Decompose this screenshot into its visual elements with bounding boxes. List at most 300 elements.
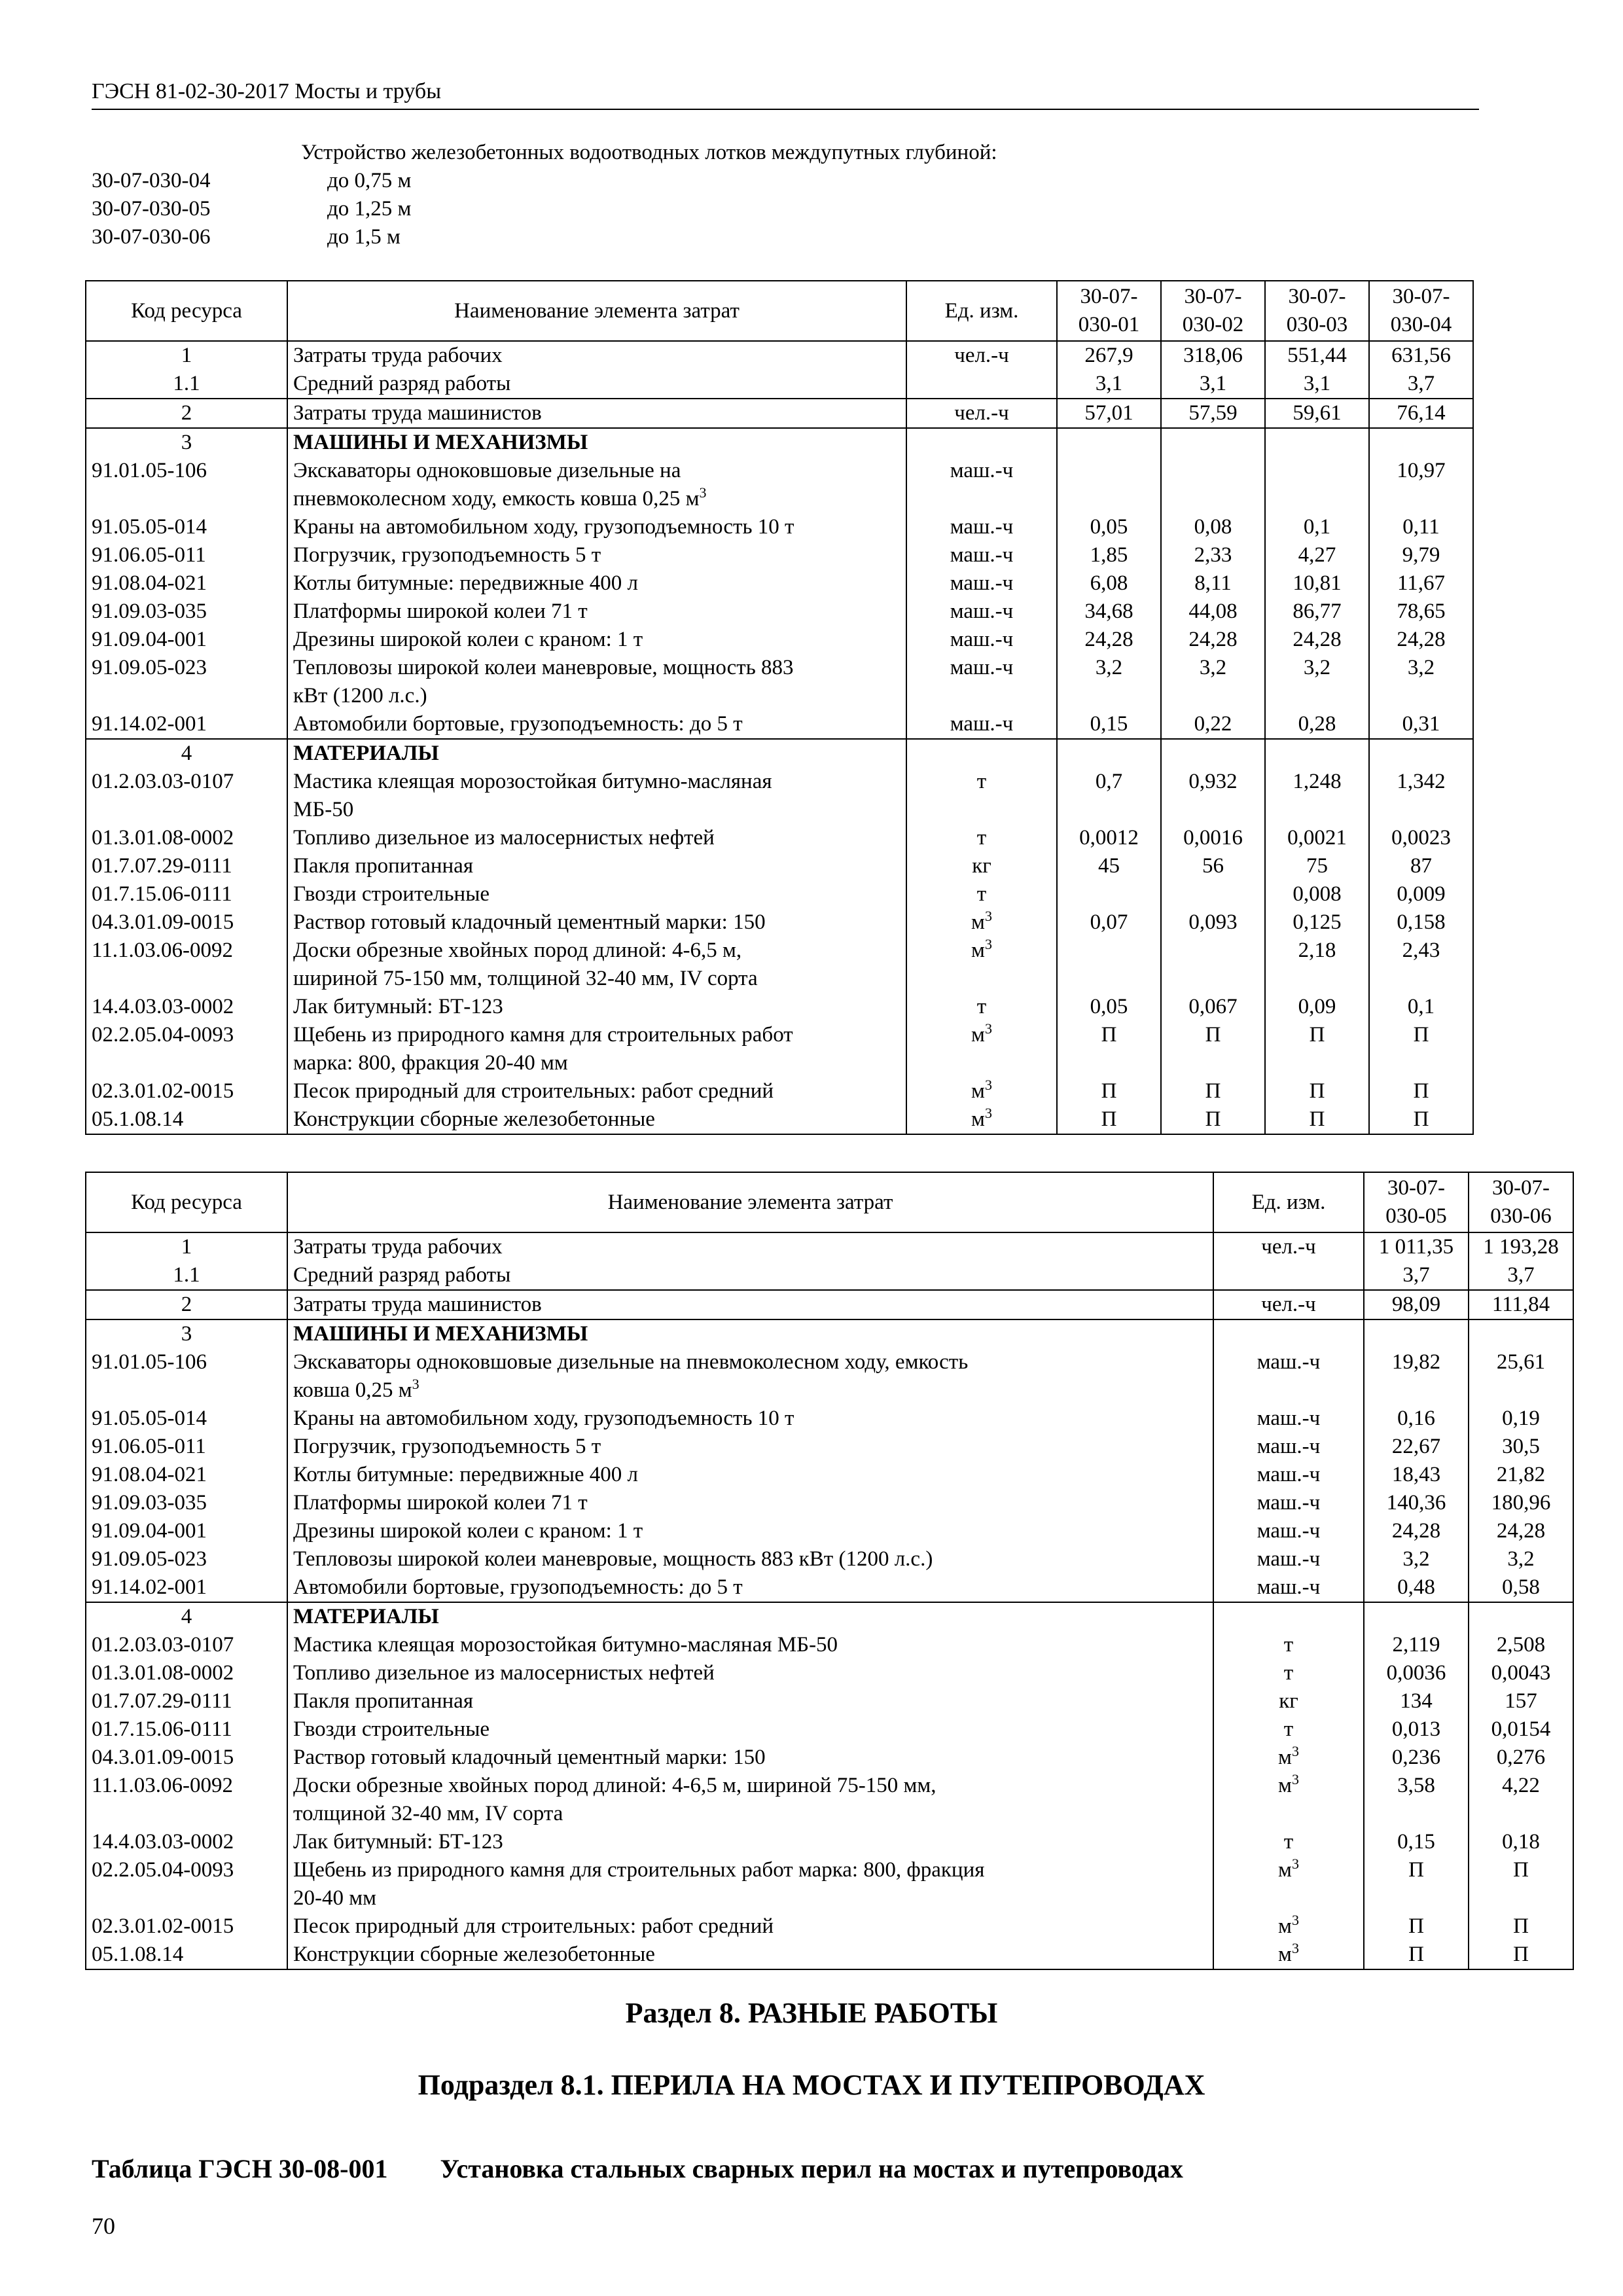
resource-name: Топливо дизельное из малосернистых нефтей (287, 824, 906, 852)
norm-value: 0,0021 (1265, 824, 1369, 852)
norm-value: 0,07 (1057, 908, 1161, 937)
resource-table-1 (85, 280, 1474, 1135)
norm-value: 2,43 (1369, 937, 1473, 993)
table-row (86, 1517, 1573, 1545)
resource-unit: чел.-ч (906, 399, 1057, 428)
resource-unit: маш.-ч (1213, 1489, 1364, 1517)
resource-name: Экскаваторы одноковшовые дизельные на пневмоколесном ходу, емкость ковша 0,25 $м^3$ (287, 457, 906, 513)
resource-name: Щебень из природного камня для строительных работ марка: 800, фракция 20-40 мм (287, 1021, 906, 1077)
norm-value: 3,2 (1364, 1545, 1469, 1573)
resource-name: Лак битумный: БТ-123 (287, 1828, 1213, 1856)
norm-value: 551,44 (1265, 341, 1369, 370)
resource-unit: т (1213, 1715, 1364, 1744)
resource-name: Топливо дизельное из малосернистых нефтей (287, 1659, 1213, 1687)
table-row (86, 1105, 1473, 1134)
resource-name: Щебень из природного камня для строительных работ марка: 800, фракция 20-40 мм (287, 1856, 1213, 1912)
table-row (86, 1433, 1573, 1461)
resource-name: Экскаваторы одноковшовые дизельные на пневмоколесном ходу, емкость ковша 0,25 $м^3$ (287, 1348, 1213, 1405)
norm-value: 10,81 (1265, 569, 1369, 598)
table-caption-code: Таблица ГЭСН 30-08-001 (92, 2154, 388, 2183)
resource-code: 14.4.03.03-0002 (86, 1828, 287, 1856)
resource-code: 91.09.04-001 (86, 1517, 287, 1545)
resource-code: 2 (86, 399, 287, 428)
resource-unit: маш.-ч (906, 513, 1057, 541)
table-row (86, 626, 1473, 654)
norm-value: 1,342 (1369, 768, 1473, 824)
table-row (86, 1573, 1573, 1602)
norm-value: 0,08 (1161, 513, 1265, 541)
resource-unit (1213, 1319, 1364, 1348)
resource-unit: маш.-ч (1213, 1405, 1364, 1433)
resource-unit: $м^3$ (906, 1077, 1057, 1105)
resource-unit: маш.-ч (1213, 1461, 1364, 1489)
resource-code: 91.06.05-011 (86, 1433, 287, 1461)
norm-value (1369, 428, 1473, 457)
table-row (86, 541, 1473, 569)
resource-name: Котлы битумные: передвижные 400 л (287, 569, 906, 598)
norm-value: 2,508 (1469, 1631, 1573, 1659)
norm-value: 0,0016 (1161, 824, 1265, 852)
table-row (86, 852, 1473, 880)
norm-value: 3,2 (1161, 654, 1265, 710)
resource-unit: маш.-ч (906, 598, 1057, 626)
resource-code: 91.08.04-021 (86, 1461, 287, 1489)
resource-code: 01.3.01.08-0002 (86, 1659, 287, 1687)
norm-value: 0,05 (1057, 993, 1161, 1021)
table-row (86, 1715, 1573, 1744)
norm-value: 34,68 (1057, 598, 1161, 626)
header-rule (92, 109, 1479, 110)
norm-value: 111,84 (1469, 1290, 1573, 1319)
resource-name: Котлы битумные: передвижные 400 л (287, 1461, 1213, 1489)
resource-code: 1 (86, 341, 287, 370)
resource-unit: маш.-ч (1213, 1545, 1364, 1573)
norm-value: 18,43 (1364, 1461, 1469, 1489)
norm-value: 140,36 (1364, 1489, 1469, 1517)
resource-code: 04.3.01.09-0015 (86, 1744, 287, 1772)
table-row (86, 1489, 1573, 1517)
table-row (86, 880, 1473, 908)
norm-value: 0,09 (1265, 993, 1369, 1021)
norm-value: 24,28 (1369, 626, 1473, 654)
resource-name: МАШИНЫ И МЕХАНИЗМЫ (287, 428, 906, 457)
col-header-code: Код ресурса (86, 281, 287, 341)
resource-name: Краны на автомобильном ходу, грузоподъемность 10 т (287, 513, 906, 541)
norm-value: 9,79 (1369, 541, 1473, 569)
norm-value (1469, 1319, 1573, 1348)
norm-value: 0,276 (1469, 1744, 1573, 1772)
resource-unit: т (906, 824, 1057, 852)
norm-value: 1 011,35 (1364, 1232, 1469, 1261)
norm-value: 180,96 (1469, 1489, 1573, 1517)
resource-code: 02.2.05.04-0093 (86, 1021, 287, 1077)
norm-value: 0,0154 (1469, 1715, 1573, 1744)
norm-value: 1 193,28 (1469, 1232, 1573, 1261)
resource-unit: $м^3$ (906, 937, 1057, 993)
norm-value: 8,11 (1161, 569, 1265, 598)
norm-value: 11,67 (1369, 569, 1473, 598)
norm-value: 0,0036 (1364, 1659, 1469, 1687)
col-header-norm: 30-07- 030-02 (1161, 281, 1265, 341)
table-row (86, 598, 1473, 626)
resource-table-2 (85, 1172, 1574, 1970)
col-header-norm: 30-07- 030-05 (1364, 1172, 1469, 1232)
norm-value: 98,09 (1364, 1290, 1469, 1319)
norm-value: 318,06 (1161, 341, 1265, 370)
norm-value: 19,82 (1364, 1348, 1469, 1405)
norm-value: 0,05 (1057, 513, 1161, 541)
resource-unit: чел.-ч (1213, 1290, 1364, 1319)
resource-code: 91.09.03-035 (86, 598, 287, 626)
norm-value (1057, 880, 1161, 908)
norm-value (1161, 457, 1265, 513)
resource-code: 1.1 (86, 1261, 287, 1290)
resource-code: 4 (86, 1602, 287, 1631)
table-row (86, 399, 1473, 428)
norm-value: 87 (1369, 852, 1473, 880)
resource-name: Дрезины широкой колеи с краном: 1 т (287, 1517, 1213, 1545)
resource-name: МАШИНЫ И МЕХАНИЗМЫ (287, 1319, 1213, 1348)
col-header-unit: Ед. изм. (1213, 1172, 1364, 1232)
resource-unit: кг (906, 852, 1057, 880)
table-row (86, 569, 1473, 598)
resource-unit: т (1213, 1828, 1364, 1856)
norm-value: 0,22 (1161, 710, 1265, 739)
norm-value: 0,15 (1057, 710, 1161, 739)
norm-value (1057, 428, 1161, 457)
resource-code: 01.2.03.03-0107 (86, 1631, 287, 1659)
table-row (86, 1021, 1473, 1077)
norm-value: П (1469, 1912, 1573, 1941)
table-row (86, 1261, 1573, 1290)
norm-value (1057, 739, 1161, 768)
norm-value: 24,28 (1364, 1517, 1469, 1545)
norm-value: 0,7 (1057, 768, 1161, 824)
resource-code: 11.1.03.06-0092 (86, 937, 287, 993)
resource-unit: маш.-ч (1213, 1517, 1364, 1545)
norm-value (1265, 739, 1369, 768)
norm-value: 267,9 (1057, 341, 1161, 370)
resource-name: Мастика клеящая морозостойкая битумно-масляная МБ-50 (287, 768, 906, 824)
resource-name: Лак битумный: БТ-123 (287, 993, 906, 1021)
norm-value (1057, 457, 1161, 513)
norm-value: 56 (1161, 852, 1265, 880)
resource-name: Гвозди строительные (287, 880, 906, 908)
resource-code: 4 (86, 739, 287, 768)
norm-value: 44,08 (1161, 598, 1265, 626)
norm-value (1369, 739, 1473, 768)
norm-value: 2,33 (1161, 541, 1265, 569)
resource-unit: т (1213, 1631, 1364, 1659)
resource-unit: т (906, 993, 1057, 1021)
norm-value: 0,31 (1369, 710, 1473, 739)
resource-unit: $м^3$ (906, 1021, 1057, 1077)
norm-value (1469, 1602, 1573, 1631)
resource-unit: чел.-ч (906, 341, 1057, 370)
resource-name: Погрузчик, грузоподъемность 5 т (287, 541, 906, 569)
resource-name: Тепловозы широкой колеи маневровые, мощность 883 кВт (1200 л.с.) (287, 654, 906, 710)
norm-value: 6,08 (1057, 569, 1161, 598)
resource-name: Платформы широкой колеи 71 т (287, 1489, 1213, 1517)
norm-value: 0,0023 (1369, 824, 1473, 852)
resource-code: 91.09.05-023 (86, 1545, 287, 1573)
table-caption-desc: Установка стальных сварных перил на мостах и путепроводах (440, 2154, 1183, 2183)
table-row (86, 1687, 1573, 1715)
norm-value: 76,14 (1369, 399, 1473, 428)
norm-value: П (1369, 1021, 1473, 1077)
resource-code: 91.05.05-014 (86, 1405, 287, 1433)
resource-name: Песок природный для строительных: работ средний (287, 1912, 1213, 1941)
table-row (86, 1659, 1573, 1687)
resource-code: 91.01.05-106 (86, 1348, 287, 1405)
table-row (86, 993, 1473, 1021)
work-description (92, 139, 1479, 251)
table-row (86, 654, 1473, 710)
resource-name: Песок природный для строительных: работ средний (287, 1077, 906, 1105)
table-row (86, 739, 1473, 768)
section-title: Раздел 8. РАЗНЫЕ РАБОТЫ (625, 1997, 998, 2029)
norm-value (1057, 937, 1161, 993)
table-row (86, 1744, 1573, 1772)
norm-value: 0,18 (1469, 1828, 1573, 1856)
resource-name: Затраты труда рабочих (287, 341, 906, 370)
table-row (86, 768, 1473, 824)
work-item (92, 167, 1479, 195)
resource-name: МАТЕРИАЛЫ (287, 1602, 1213, 1631)
table-row (86, 1631, 1573, 1659)
resource-unit: $м^3$ (1213, 1941, 1364, 1969)
table-row (86, 710, 1473, 739)
table-row (86, 1912, 1573, 1941)
norm-value: 0,236 (1364, 1744, 1469, 1772)
table-row (86, 428, 1473, 457)
norm-value: 3,2 (1057, 654, 1161, 710)
table-row (86, 1545, 1573, 1573)
resource-code: 05.1.08.14 (86, 1105, 287, 1134)
table-row (86, 513, 1473, 541)
col-header-norm: 30-07- 030-01 (1057, 281, 1161, 341)
norm-value: 0,11 (1369, 513, 1473, 541)
table-row (86, 1602, 1573, 1631)
norm-value: 24,28 (1057, 626, 1161, 654)
norm-value: 0,013 (1364, 1715, 1469, 1744)
resource-code: 91.01.05-106 (86, 457, 287, 513)
norm-value: 3,1 (1161, 370, 1265, 399)
norm-value (1161, 428, 1265, 457)
resource-code: 91.08.04-021 (86, 569, 287, 598)
resource-name: МАТЕРИАЛЫ (287, 739, 906, 768)
resource-unit (906, 739, 1057, 768)
resource-code: 91.09.04-001 (86, 626, 287, 654)
norm-value: 0,093 (1161, 908, 1265, 937)
norm-value: 0,28 (1265, 710, 1369, 739)
norm-value: П (1469, 1856, 1573, 1912)
norm-value: П (1364, 1856, 1469, 1912)
norm-value: П (1057, 1021, 1161, 1077)
resource-code: 04.3.01.09-0015 (86, 908, 287, 937)
norm-value: 3,2 (1469, 1545, 1573, 1573)
subsection-title: Подраздел 8.1. ПЕРИЛА НА МОСТАХ И ПУТЕПРОВОДАХ (418, 2069, 1205, 2101)
norm-value: 3,58 (1364, 1772, 1469, 1828)
resource-name: Дрезины широкой колеи с краном: 1 т (287, 626, 906, 654)
norm-value: 0,1 (1369, 993, 1473, 1021)
page-number: 70 (92, 2213, 115, 2239)
resource-code: 91.09.05-023 (86, 654, 287, 710)
norm-value (1265, 457, 1369, 513)
norm-value: П (1364, 1912, 1469, 1941)
norm-value: 3,2 (1369, 654, 1473, 710)
resource-unit (1213, 1261, 1364, 1290)
resource-unit: маш.-ч (906, 710, 1057, 739)
norm-value (1161, 880, 1265, 908)
resource-code: 2 (86, 1290, 287, 1319)
work-item (92, 195, 1479, 223)
norm-value: 0,48 (1364, 1573, 1469, 1602)
resource-name: Доски обрезные хвойных пород длиной: 4-6,5 м, шириной 75-150 мм, толщиной 32-40 мм, IV сорта (287, 1772, 1213, 1828)
resource-name: Раствор готовый кладочный цементный марки: 150 (287, 1744, 1213, 1772)
norm-value: 3,1 (1057, 370, 1161, 399)
work-item-text: до 1,5 м (327, 225, 401, 249)
table-row (86, 908, 1473, 937)
norm-value (1161, 937, 1265, 993)
resource-code: 91.09.03-035 (86, 1489, 287, 1517)
work-item-code: 30-07-030-05 (92, 197, 211, 221)
norm-value: 59,61 (1265, 399, 1369, 428)
resource-code: 02.3.01.02-0015 (86, 1912, 287, 1941)
resource-unit: $м^3$ (906, 908, 1057, 937)
work-item-text: до 0,75 м (327, 169, 412, 192)
norm-value: 78,65 (1369, 598, 1473, 626)
resource-name: Погрузчик, грузоподъемность 5 т (287, 1433, 1213, 1461)
resource-unit: $м^3$ (906, 1105, 1057, 1134)
table-row (86, 457, 1473, 513)
table-row (86, 1290, 1573, 1319)
resource-unit: маш.-ч (1213, 1433, 1364, 1461)
norm-value: 0,009 (1369, 880, 1473, 908)
col-header-name: Наименование элемента затрат (287, 1172, 1213, 1232)
resource-code: 1.1 (86, 370, 287, 399)
resource-code: 3 (86, 428, 287, 457)
resource-code: 01.3.01.08-0002 (86, 824, 287, 852)
resource-unit: маш.-ч (906, 569, 1057, 598)
resource-unit: чел.-ч (1213, 1232, 1364, 1261)
col-header-norm: 30-07- 030-03 (1265, 281, 1369, 341)
work-item-text: до 1,25 м (327, 197, 412, 221)
norm-value: П (1469, 1941, 1573, 1969)
resource-name: Тепловозы широкой колеи маневровые, мощность 883 кВт (1200 л.с.) (287, 1545, 1213, 1573)
resource-unit: кг (1213, 1687, 1364, 1715)
col-header-norm: 30-07- 030-06 (1469, 1172, 1573, 1232)
norm-value: П (1265, 1077, 1369, 1105)
resource-unit: т (1213, 1659, 1364, 1687)
table-row (86, 1828, 1573, 1856)
norm-value: П (1161, 1105, 1265, 1134)
norm-value: П (1265, 1021, 1369, 1077)
norm-value: 0,0012 (1057, 824, 1161, 852)
norm-value: 10,97 (1369, 457, 1473, 513)
col-header-unit: Ед. изм. (906, 281, 1057, 341)
resource-unit: $м^3$ (1213, 1744, 1364, 1772)
work-item-code: 30-07-030-04 (92, 169, 211, 192)
norm-value: 0,15 (1364, 1828, 1469, 1856)
norm-value (1161, 739, 1265, 768)
col-header-code: Код ресурса (86, 1172, 287, 1232)
norm-value: 0,008 (1265, 880, 1369, 908)
resource-unit: $м^3$ (1213, 1772, 1364, 1828)
norm-value: 86,77 (1265, 598, 1369, 626)
norm-value: 25,61 (1469, 1348, 1573, 1405)
resource-code: 91.06.05-011 (86, 541, 287, 569)
norm-value (1265, 428, 1369, 457)
resource-name: Средний разряд работы (287, 370, 906, 399)
norm-value: П (1057, 1077, 1161, 1105)
resource-name: Платформы широкой колеи 71 т (287, 598, 906, 626)
resource-code: 1 (86, 1232, 287, 1261)
resource-code: 14.4.03.03-0002 (86, 993, 287, 1021)
resource-code: 02.3.01.02-0015 (86, 1077, 287, 1105)
resource-name: Конструкции сборные железобетонные (287, 1105, 906, 1134)
table-row (86, 1077, 1473, 1105)
norm-value: 0,0043 (1469, 1659, 1573, 1687)
table-row (86, 1319, 1573, 1348)
resource-unit (906, 370, 1057, 399)
norm-value: П (1369, 1077, 1473, 1105)
resource-unit (1213, 1602, 1364, 1631)
resource-code: 91.14.02-001 (86, 710, 287, 739)
resource-unit: маш.-ч (906, 654, 1057, 710)
norm-value: 24,28 (1161, 626, 1265, 654)
norm-value: 24,28 (1469, 1517, 1573, 1545)
norm-value: 0,932 (1161, 768, 1265, 824)
work-title: Устройство железобетонных водоотводных лотков междупутных глубиной: (301, 141, 997, 164)
running-header: ГЭСН 81-02-30-2017 Мосты и трубы (92, 79, 442, 103)
norm-value: П (1161, 1077, 1265, 1105)
resource-unit: т (906, 880, 1057, 908)
resource-unit: маш.-ч (906, 541, 1057, 569)
col-header-name: Наименование элемента затрат (287, 281, 906, 341)
norm-value: П (1057, 1105, 1161, 1134)
norm-value (1364, 1602, 1469, 1631)
norm-value: 4,27 (1265, 541, 1369, 569)
resource-code: 91.14.02-001 (86, 1573, 287, 1602)
table-row (86, 937, 1473, 993)
norm-value: 45 (1057, 852, 1161, 880)
table-row (86, 1941, 1573, 1969)
table-row (86, 1772, 1573, 1828)
norm-value: 75 (1265, 852, 1369, 880)
resource-name: Средний разряд работы (287, 1261, 1213, 1290)
resource-unit (906, 428, 1057, 457)
table-caption (92, 2153, 1183, 2184)
resource-unit: маш.-ч (906, 457, 1057, 513)
norm-value: 22,67 (1364, 1433, 1469, 1461)
table-row (86, 341, 1473, 370)
norm-value: П (1161, 1021, 1265, 1077)
resource-unit: $м^3$ (1213, 1912, 1364, 1941)
resource-code: 11.1.03.06-0092 (86, 1772, 287, 1828)
resource-code: 01.7.15.06-0111 (86, 880, 287, 908)
resource-name: Гвозди строительные (287, 1715, 1213, 1744)
resource-name: Пакля пропитанная (287, 1687, 1213, 1715)
resource-unit: маш.-ч (1213, 1348, 1364, 1405)
norm-value: 0,067 (1161, 993, 1265, 1021)
resource-name: Мастика клеящая морозостойкая битумно-масляная МБ-50 (287, 1631, 1213, 1659)
norm-value (1364, 1319, 1469, 1348)
col-header-norm: 30-07- 030-04 (1369, 281, 1473, 341)
resource-code: 01.7.15.06-0111 (86, 1715, 287, 1744)
resource-code: 01.7.07.29-0111 (86, 852, 287, 880)
norm-value: 2,18 (1265, 937, 1369, 993)
